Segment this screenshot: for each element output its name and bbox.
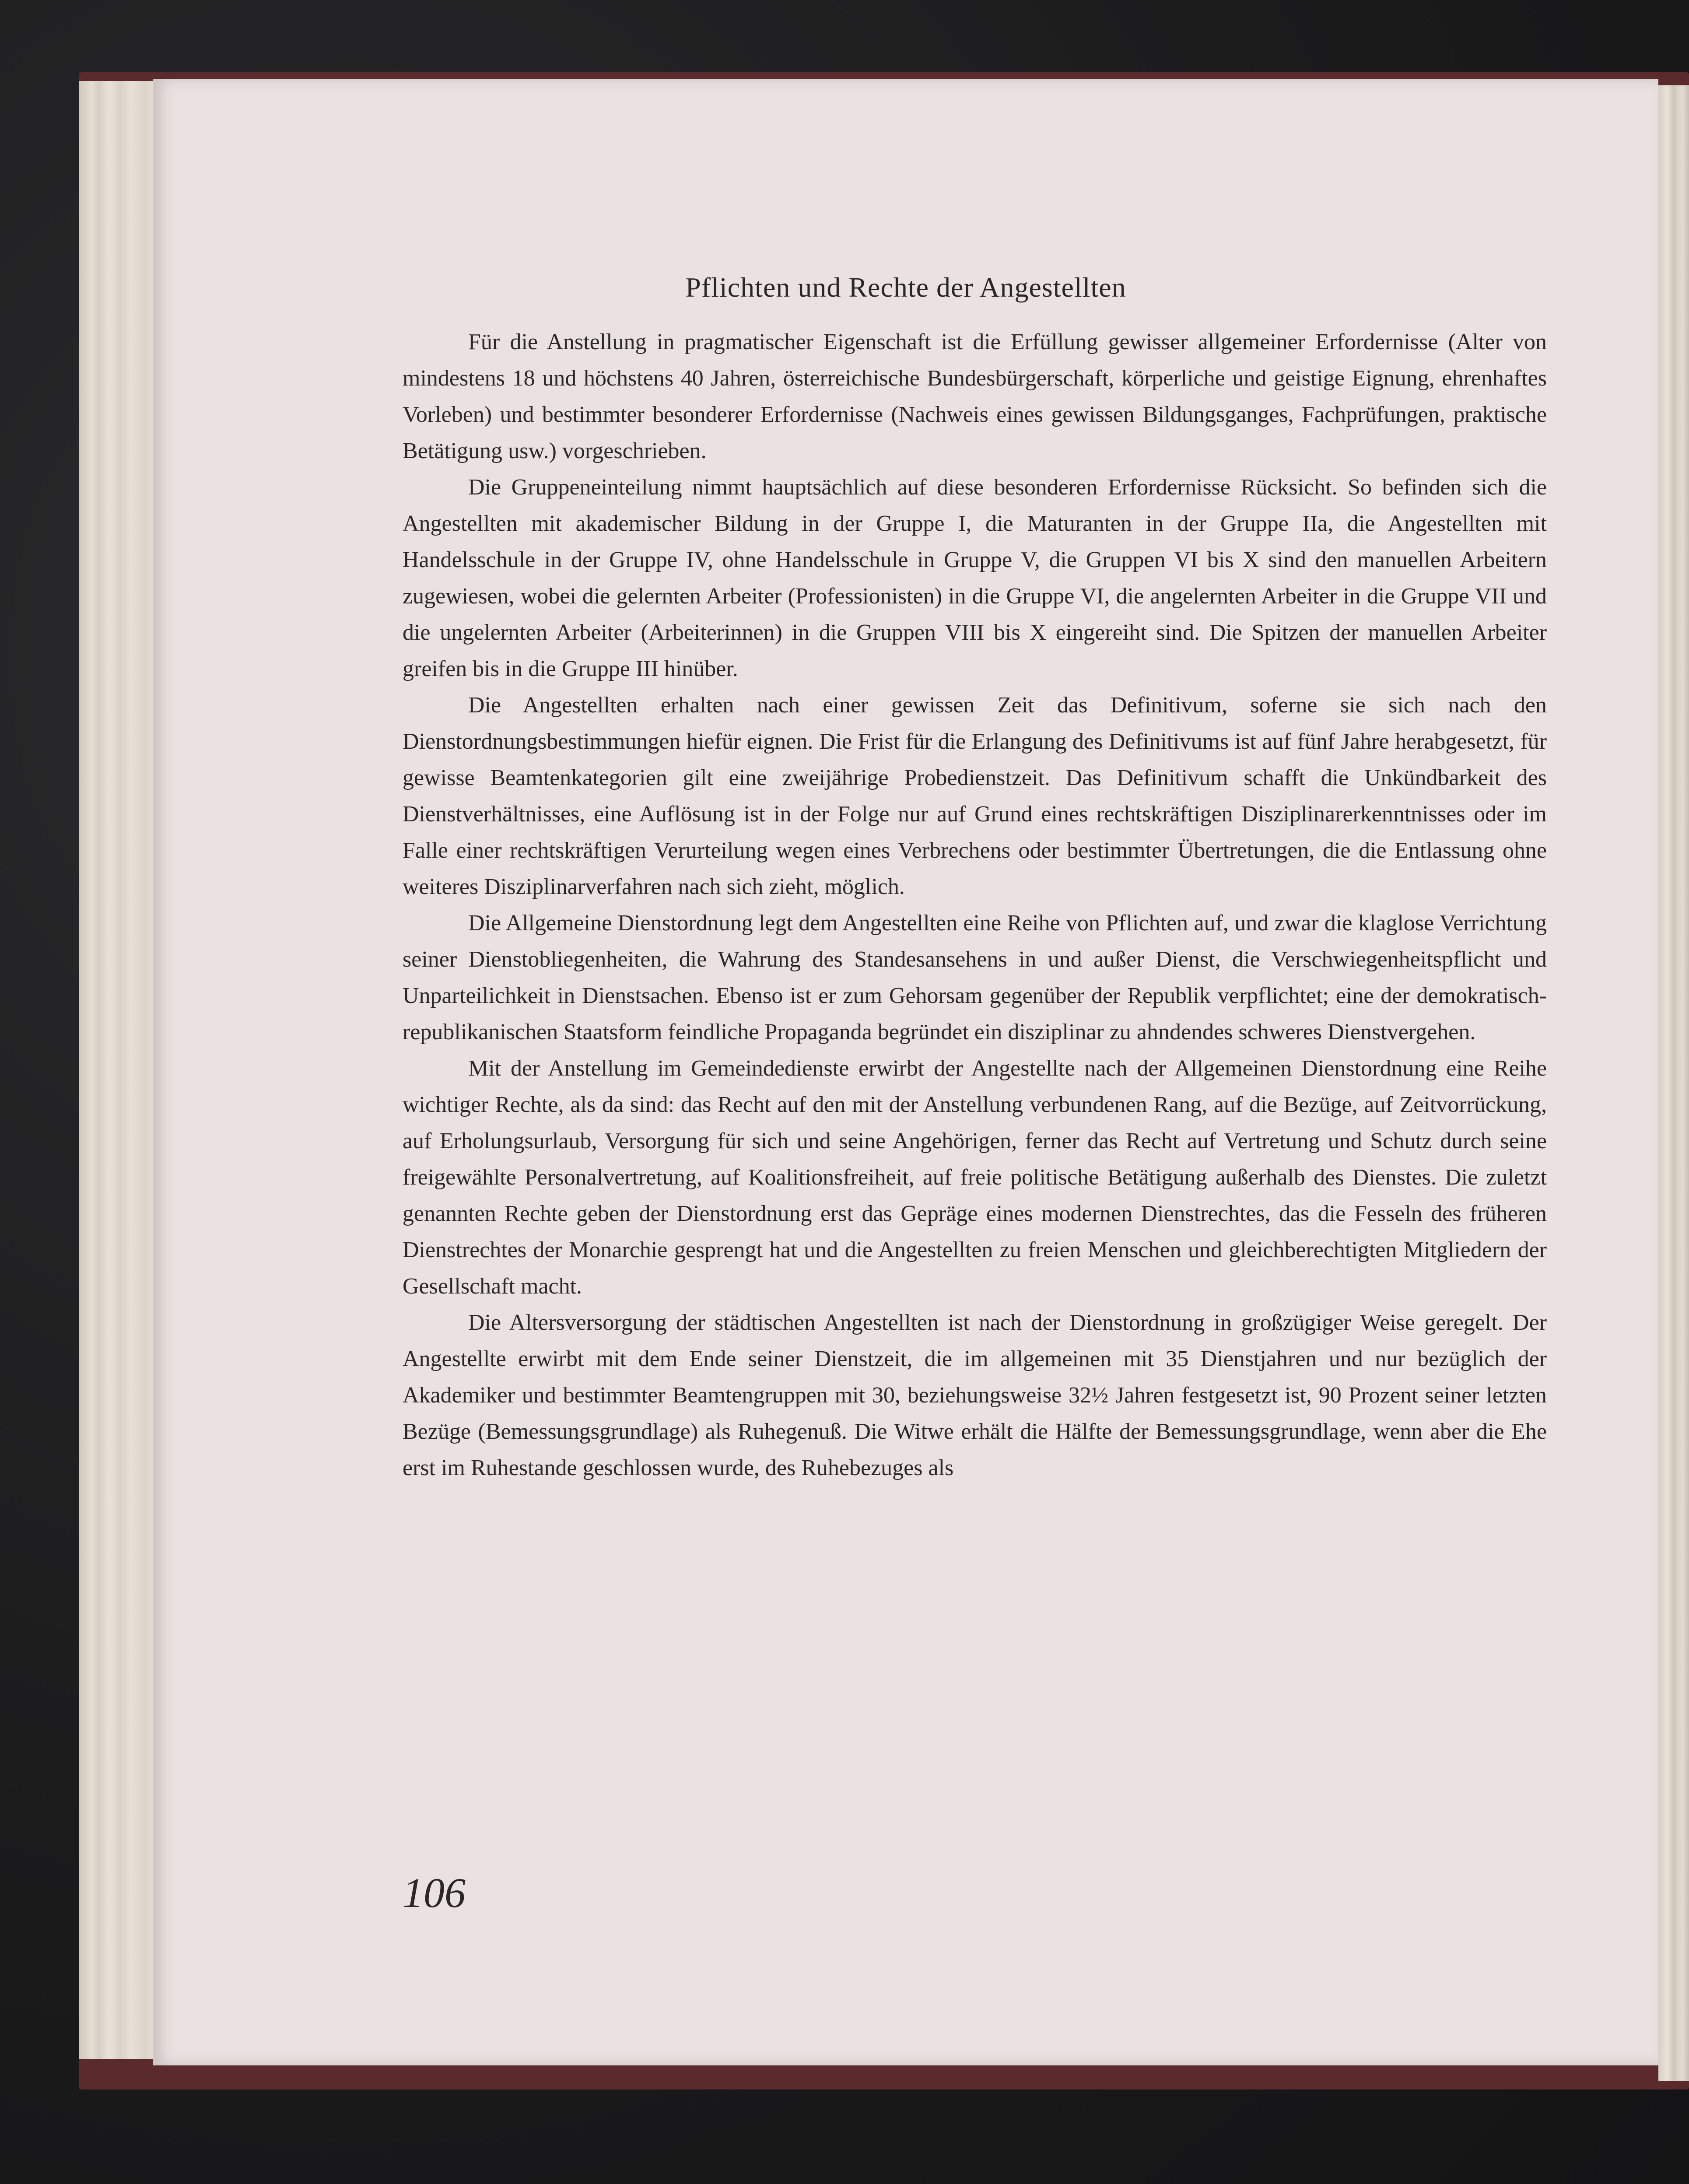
paragraph: Für die Anstellung in pragmatischer Eigenschaft ist die Erfüllung gewisser allgemeiner Erfordernisse (Alter von mindestens 18 und höchstens 40 Jahren, österreichische Bundesbürgerschaft, körperliche und geistige Eignung, ehrenhaftes Vorleben) und bestimmter besonderer Erfordernisse (Nachweis eines gewissen Bildungsganges, Fachprüfungen, praktische Betätigung usw.) vorgeschrieben. xyxy=(403,330,1547,463)
page-body xyxy=(403,324,1547,1486)
book xyxy=(48,66,1689,2094)
paragraph: Mit der Anstellung im Gemeindedienste erwirbt der Angestellte nach der Allgemeinen Dienstordnung eine Reihe wichtiger Rechte, als da sind: das Recht auf den mit der Anstellung verbundenen Rang, auf die Bezüge, auf Zeitvorrückung, auf Erholungsurlaub, Versorgung für sich und seine Angehörigen, ferner das Recht auf Vertretung und Schutz durch seine freigewählte Personalvertretung, auf Koalitionsfreiheit, auf freie politische Betätigung außerhalb des Dienstes. Die zuletzt genannten Rechte geben der Dienstordnung erst das Gepräge eines modernen Dienstrechtes, das die Fesseln des früheren Dienstrechtes der Monarchie gesprengt hat und die Angestellten zu freien Menschen und gleichberechtigten Mitgliedern der Gesellschaft macht. xyxy=(403,1056,1547,1299)
book-page xyxy=(153,79,1658,2065)
paragraph: Die Allgemeine Dienstordnung legt dem Angestellten eine Reihe von Pflichten auf, und zwar die klaglose Verrichtung seiner Dienstobliegenheiten, die Wahrung des Standesansehens in und außer Dienst, die Verschwiegenheitspflicht und Unparteilichkeit in Dienstsachen. Ebenso ist er zum Gehorsam gegenüber der Republik verpflichtet; eine der demokratisch-republikanischen Staatsform feindliche Propaganda begründet ein disziplinar zu ahndendes schweres Dienstvergehen. xyxy=(403,911,1547,1045)
page-stack-right xyxy=(1658,85,1689,2081)
page-number: 106 xyxy=(403,1869,466,1916)
page-heading: Pflichten und Rechte der Angestellten xyxy=(685,272,1126,303)
paragraph: Die Gruppeneinteilung nimmt hauptsächlich auf diese besonderen Erfordernisse Rücksicht. So befinden sich die Angestellten mit akademischer Bildung in der Gruppe I, die Maturanten in der Gruppe IIa, die Angestellten mit Handelsschule in der Gruppe IV, ohne Handelsschule in Gruppe V, die Gruppen VI bis X sind den manuellen Arbeitern zugewiesen, wobei die gelernten Arbeiter (Professionisten) in die Gruppe VI, die angelernten Arbeiter in die Gruppe VII und die ungelernten Arbeiter (Arbeiterinnen) in die Gruppen VIII bis X eingereiht sind. Die Spitzen der manuellen Arbeiter greifen bis in die Gruppe III hinüber. xyxy=(403,475,1547,681)
paragraph: Die Altersversorgung der städtischen Angestellten ist nach der Dienstordnung in großzügiger Weise geregelt. Der Angestellte erwirbt mit dem Ende seiner Dienstzeit, die im allgemeinen mit 35 Dienstjahren und nur bezüglich der Akademiker und bestimmter Beamtengruppen mit 30, beziehungsweise 32½ Jahren festgesetzt ist, 90 Prozent seiner letzten Bezüge (Bemessungsgrundlage) als Ruhegenuß. Die Witwe erhält die Hälfte der Bemessungsgrundlage, wenn aber die Ehe erst im Ruhestande geschlossen wurde, des Ruhebezuges als xyxy=(403,1310,1547,1480)
paragraph: Die Angestellten erhalten nach einer gewissen Zeit das Definitivum, soferne sie sich nach den Dienstordnungsbestimmungen hiefür eignen. Die Frist für die Erlangung des Definitivums ist auf fünf Jahre herabgesetzt, für gewisse Beamtenkategorien gilt eine zweijährige Probedienstzeit. Das Definitivum schafft die Unkündbarkeit des Dienstverhältnisses, eine Auflösung ist in der Folge nur auf Grund eines rechtskräftigen Disziplinarerkenntnisses oder im Falle einer rechtskräftigen Verurteilung wegen eines Verbrechens oder bestimmter Übertretungen, die die Entlassung ohne weiteres Disziplinarverfahren nach sich zieht, möglich. xyxy=(403,693,1547,899)
